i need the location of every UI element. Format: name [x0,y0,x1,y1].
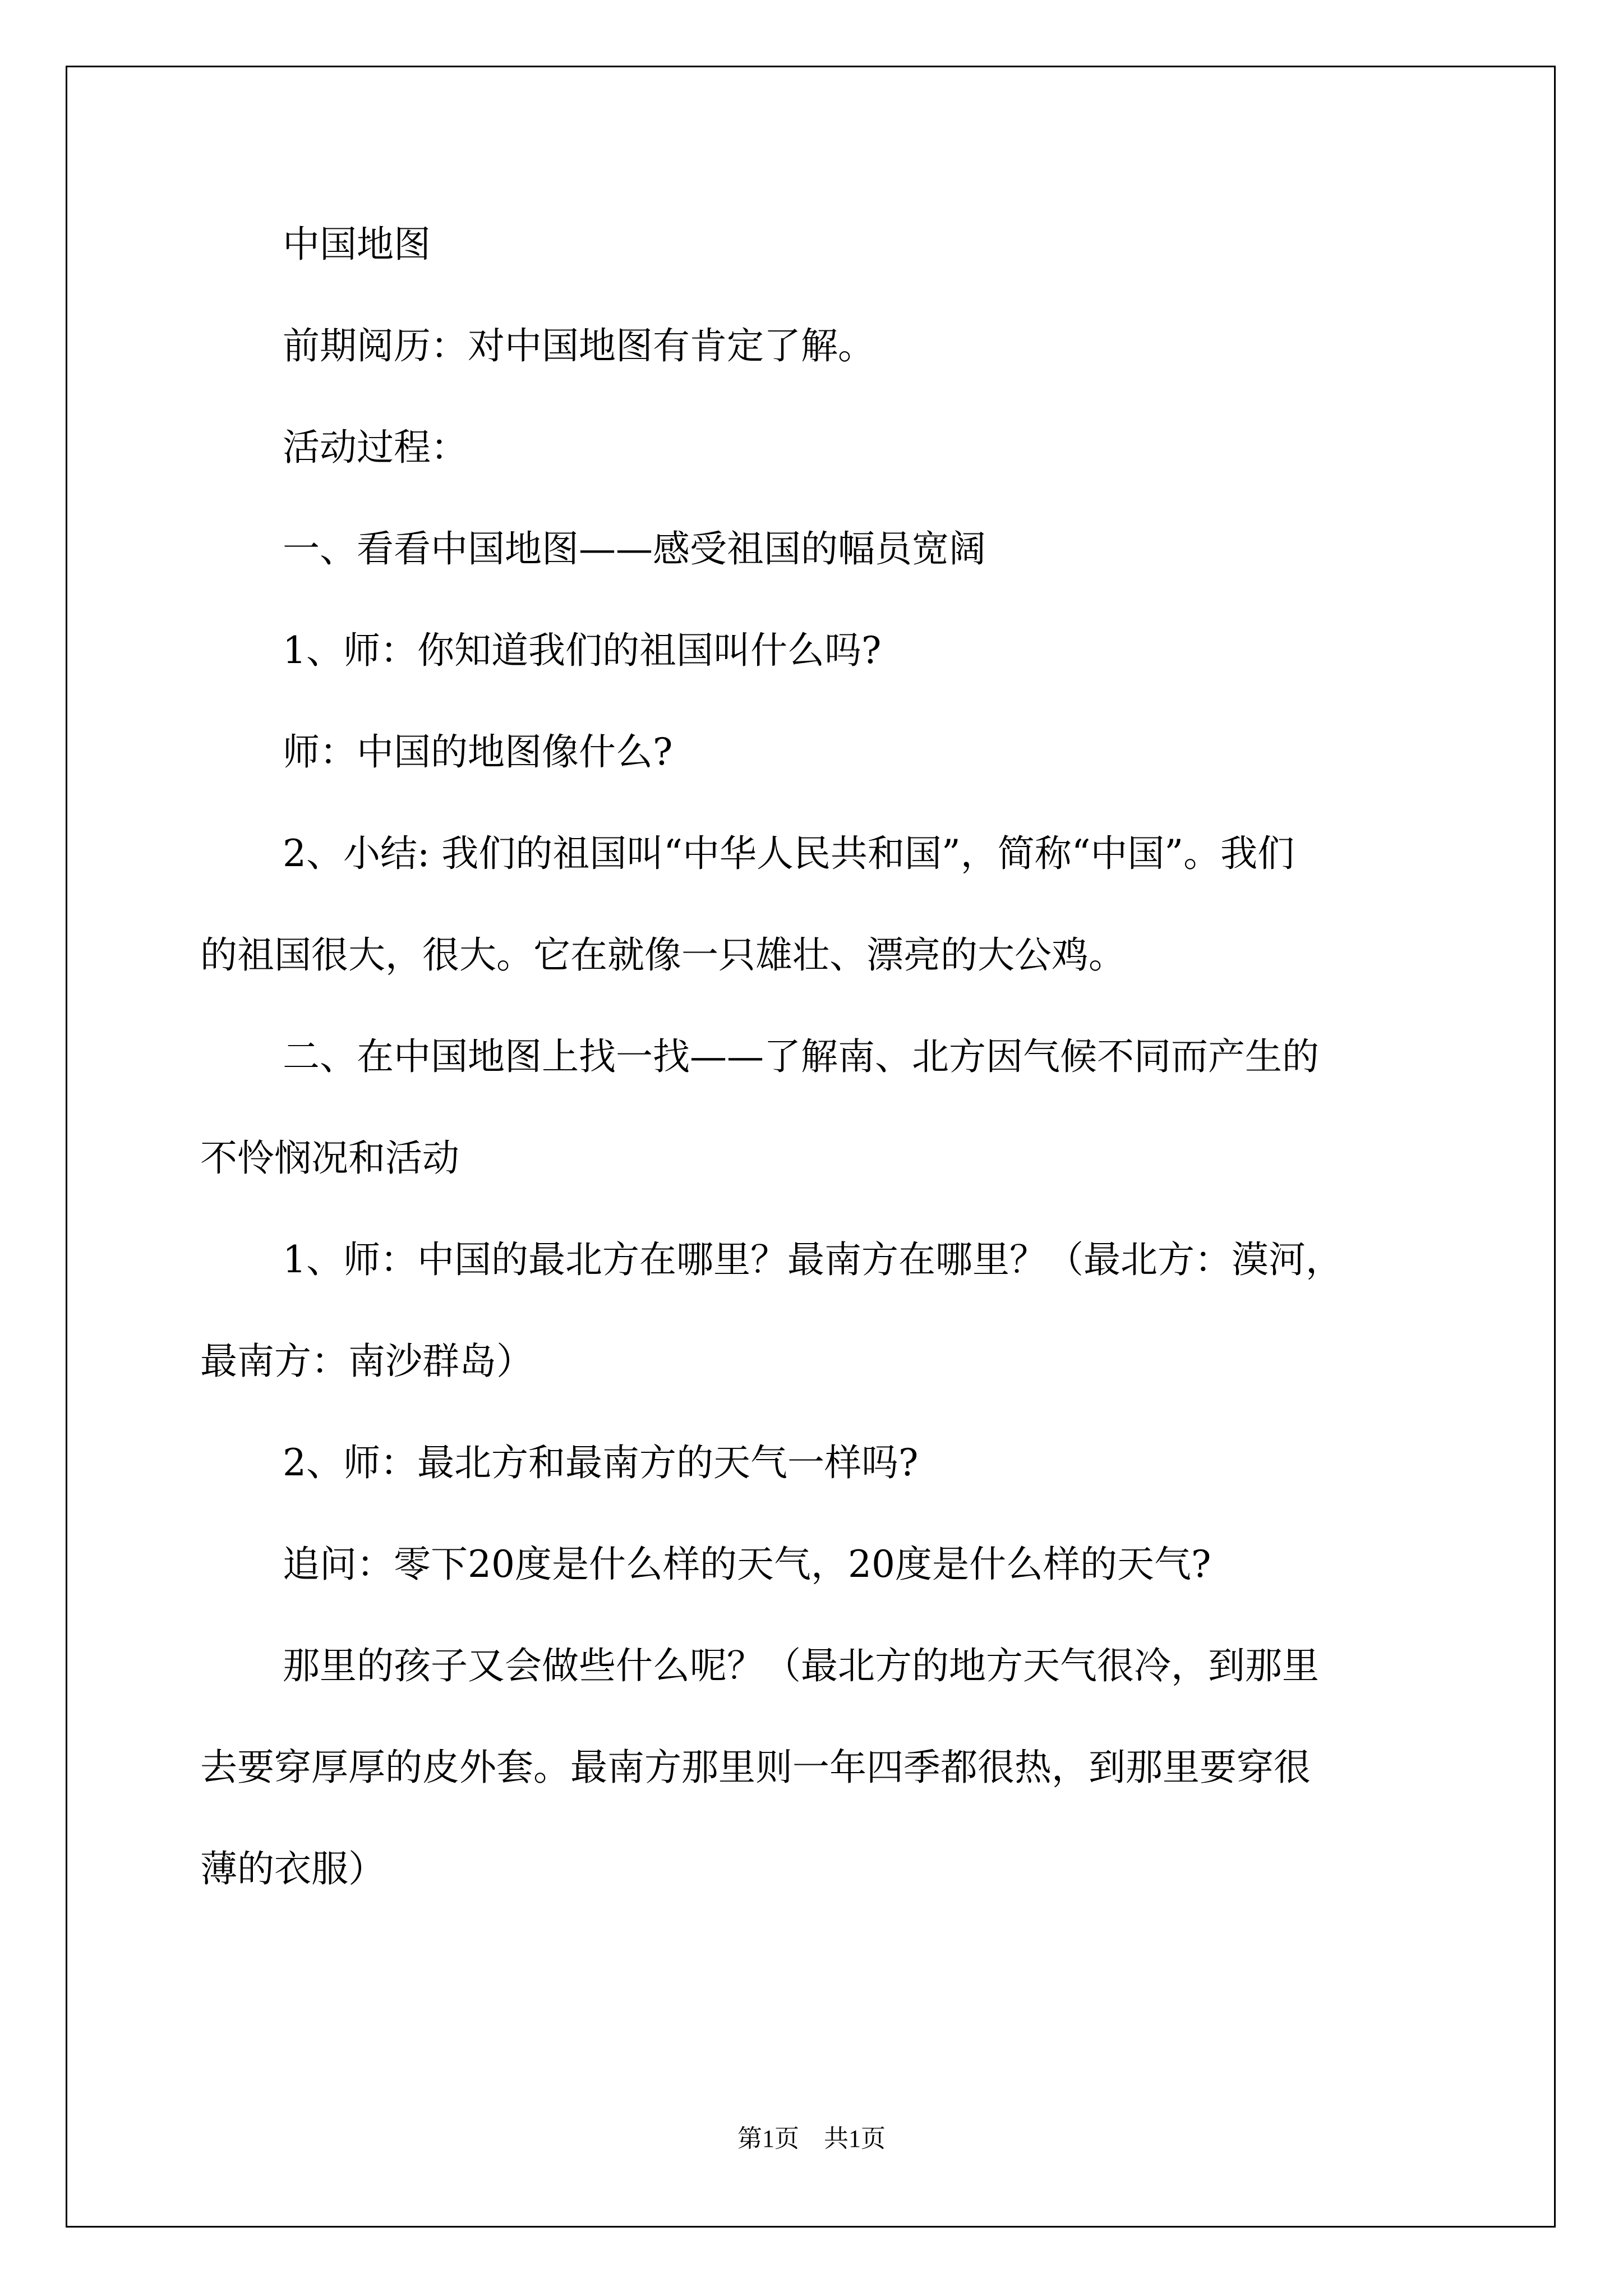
paragraph-line: 活动过程： [283,426,468,469]
doc-title: 中国地图 [283,223,431,266]
section-heading: 不怜悯况和活动 [200,1137,459,1180]
paragraph-line: 1、师：你知道我们的祖国叫什么吗? [283,629,882,672]
paragraph-line: 1、师：中国的最北方在哪里？最南方在哪里？（最北方：漠河， [283,1238,1343,1281]
section-heading: 二、在中国地图上找一找——了解南、北方因气候不同而产生的 [283,1035,1319,1078]
paragraph-line: 去要穿厚厚的皮外套。最南方那里则一年四季都很热，到那里要穿很 [200,1746,1311,1789]
section-heading: 一、看看中国地图——感受祖国的幅员宽阔 [283,527,986,570]
paragraph-line: 追问：零下20度是什么样的天气，20度是什么样的天气? [283,1543,1211,1586]
paragraph-line: 师：中国的地图像什么? [283,730,673,774]
paragraph-line: 的祖国很大，很大。它在就像一只雄壮、漂亮的大公鸡。 [200,933,1126,977]
paragraph-line: 那里的孩子又会做些什么呢？（最北方的地方天气很冷，到那里 [283,1644,1319,1687]
paragraph-line: 薄的衣服） [200,1847,385,1890]
paragraph-line: 2、师：最北方和最南方的天气一样吗? [283,1441,919,1484]
page-number: 第1页 共1页 [737,2125,886,2152]
paragraph-line: 前期阅历：对中国地图有肯定了解。 [283,324,875,367]
paragraph-line: 2、小结: 我们的祖国叫“中华人民共和国”，简称“中国”。我们 [283,832,1295,875]
paragraph-line: 最南方：南沙群岛） [200,1340,533,1383]
